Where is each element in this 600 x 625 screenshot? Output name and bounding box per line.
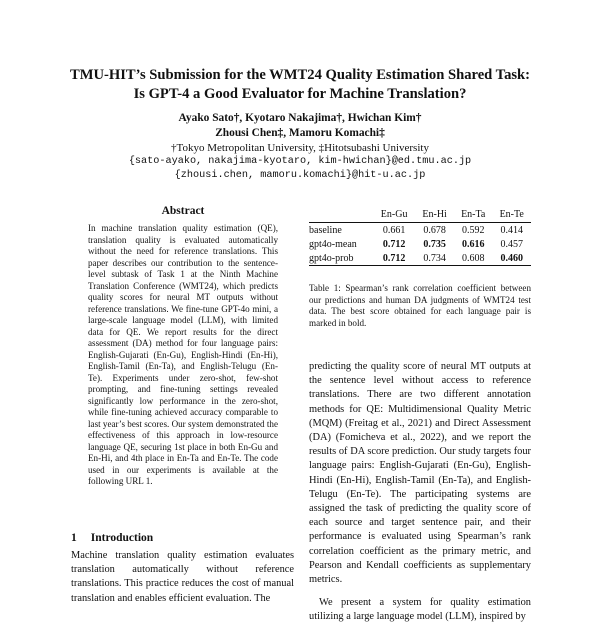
table-system-cell: baseline [309, 225, 342, 236]
title-line-1: TMU-HIT’s Submission for the WMT24 Quality Estimation Shared Task: [69, 67, 531, 83]
table-cell: 0.735 [423, 239, 446, 250]
table-header-cell: En-Gu [380, 209, 408, 220]
paper-title [40, 66, 560, 104]
table-row [309, 223, 531, 238]
table-header-cell: En-Ta [461, 209, 486, 220]
authors-line-1: Ayako Sato†, Kyotaro Nakajima†, Hwichan Kim† [178, 112, 422, 124]
table-cell: 0.592 [461, 225, 485, 236]
table-header-cell [309, 206, 373, 223]
table-cell: 0.712 [382, 253, 406, 264]
table-cell: 0.460 [500, 253, 523, 264]
email-line-1: {sato-ayako, nakajima-kyotaro, kim-hwichan}@ed.tmu.ac.jp [128, 156, 472, 167]
affiliation-text: †Tokyo Metropolitan University, ‡Hitotsubashi University [171, 142, 429, 154]
table-cell: 0.457 [500, 239, 523, 250]
affiliations [40, 141, 560, 183]
abstract-heading: Abstract [161, 205, 205, 217]
table-header-cell: En-Te [499, 209, 524, 220]
table-header-cell: En-Hi [422, 209, 447, 220]
table-system-cell: gpt4o-mean [309, 239, 357, 250]
table-cell: 0.712 [382, 239, 406, 250]
table-cell: 0.661 [382, 225, 406, 236]
paragraph: We present a system for quality estimation utilizing a large language model (LLM), inspired by [309, 597, 531, 623]
table-row [309, 251, 531, 266]
author-list [40, 111, 560, 141]
introduction-text: Machine translation quality estimation evaluates translation automatically without reference translations. This practice reduces the cost of manual translation and enables efficient evaluation. The [71, 550, 294, 604]
section-number: 1 [71, 532, 77, 544]
table-cell: 0.678 [423, 225, 446, 236]
section-title: Introduction [90, 532, 154, 544]
paragraph: predicting the quality score of neural MT outputs at the sentence level without access to reference translations. There are two different annotation methods for QE: Multidimensional Quality Metric (MQM) (Freitag et al., 2021) and Direct Assessment (DA) (Fomicheva et al., 2022), and we report the results of DA score prediction. Our study targets four language pairs: English-Gujarati (En-Gu), English-Hindi (En-Hi), English-Tamil (En-Ta), and English-Telugu (En-Te). The participating systems are assigned the task of predicting the quality score of each source and target sentence pair, and their performance is evaluated using Spearman’s rank correlation coefficient as the primary metric, and Pearson and Kendall coefficients as supplementary metrics. [309, 361, 531, 586]
results-table [309, 206, 531, 266]
table-row [309, 237, 531, 251]
table-cell: 0.608 [461, 253, 485, 264]
title-line-2: Is GPT-4 a Good Evaluator for Machine Translation? [133, 86, 467, 102]
table-cell: 0.734 [423, 253, 446, 264]
table-cell: 0.616 [461, 239, 485, 250]
table-caption: Table 1: Spearman’s rank correlation coefficient between our predictions and human DA judgments of WMT24 test data. The best score obtained for each language pair is marked in bold. [309, 283, 531, 328]
authors-line-2: Zhousi Chen‡, Mamoru Komachi‡ [215, 127, 385, 139]
right-column-text [309, 360, 531, 625]
section-heading-introduction [71, 532, 153, 544]
abstract-text: In machine translation quality estimation (QE), translation quality is evaluated automatically without the need for reference translations. This paper describes our contribution to the sentence-level subtask of Task 1 at the Ninth Machine Translation Conference (WMT24), which predicts quality scores for neural MT outputs without reference translations. We fine-tune GPT-4o mini, a large-scale language model (LLM), with limited data for QE. We report results for the direct assessment (DA) method for four language pairs: English-Gujarati (En-Gu), English-Hindi (En-Hi), English-Tamil (En-Ta), and English-Telugu (En-Te). Experiments under zero-shot, few-shot prompting, and fine-tuning settings revealed significantly low performance in the zero-shot, while fine-tuning achieved accuracy comparable to last year’s best scores. Our system demonstrated the effectiveness of this approach in low-resource language QE, securing 1st place in both En-Gu and En-Hi, and 4th place in En-Ta and En-Te. The code used in our experiments is available at the following URL 1. [88, 223, 278, 486]
table-system-cell: gpt4o-prob [309, 253, 354, 264]
email-line-2: {zhousi.chen, mamoru.komachi}@hit-u.ac.jp [174, 170, 426, 181]
table-header-row [309, 206, 531, 223]
table-cell: 0.414 [500, 225, 523, 236]
